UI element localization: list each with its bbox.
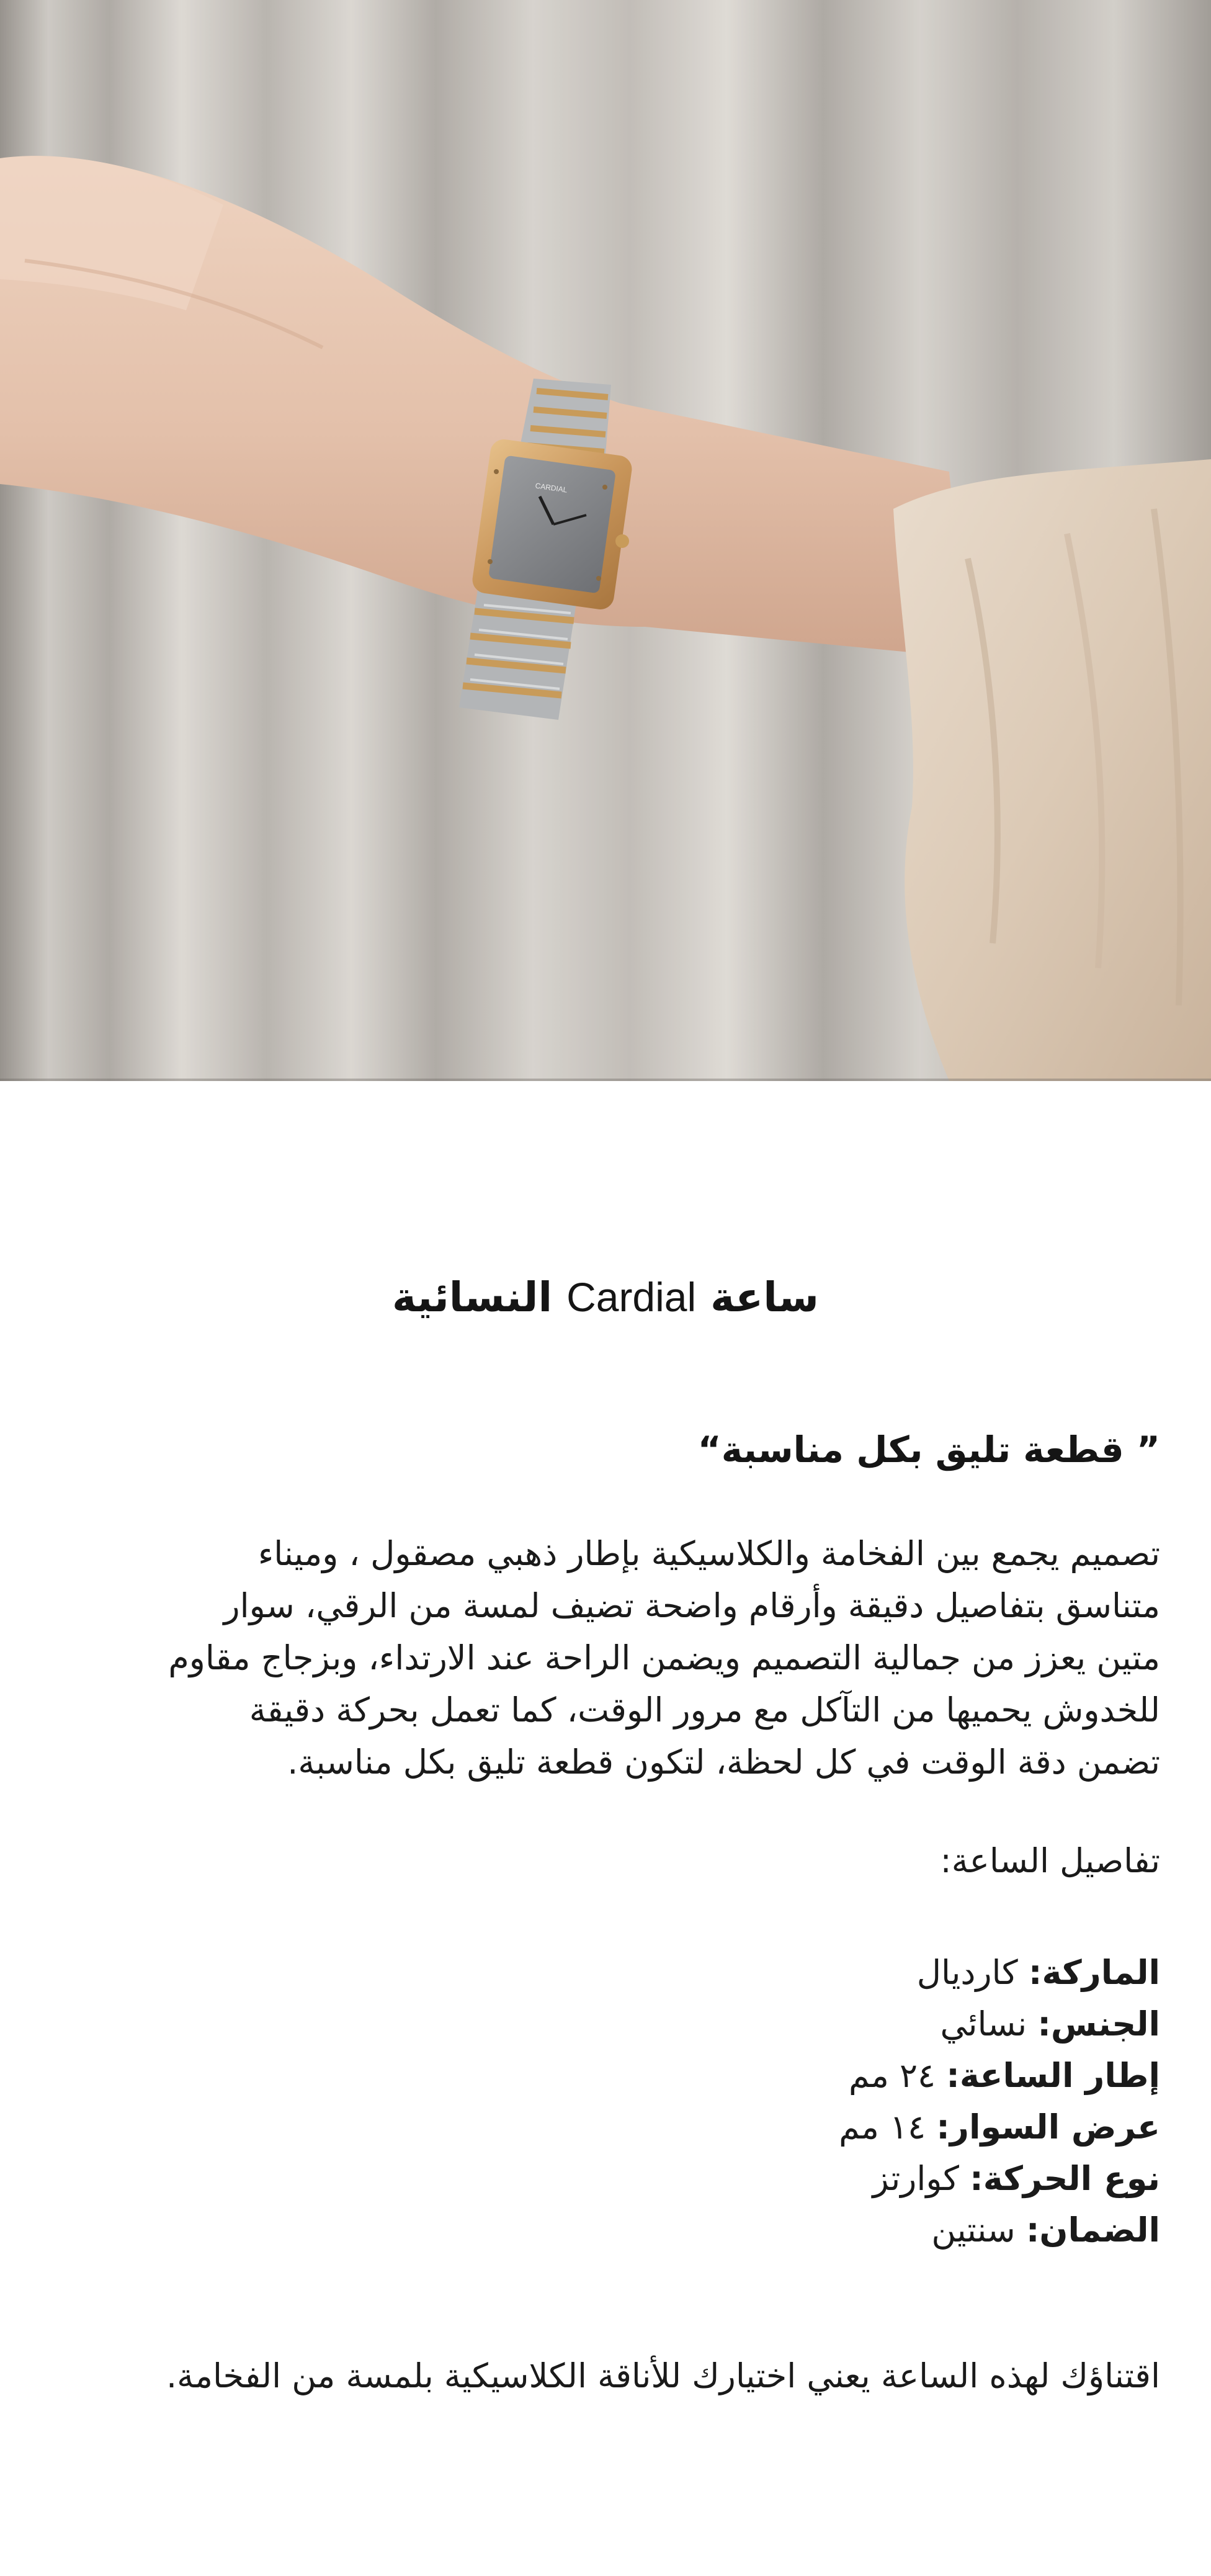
product-photo xyxy=(0,0,1211,1081)
spec-label: عرض السوار: xyxy=(936,2107,1160,2147)
product-title xyxy=(0,1273,1211,1321)
spec-warranty xyxy=(839,2204,1160,2256)
description-line: متين يعزز من جمالية التصميم ويضمن الراحة عند الارتداء، وبزجاج مقاوم xyxy=(168,1638,1160,1677)
brand-name: Cardial xyxy=(566,1274,697,1320)
description-line: متناسق بتفاصيل دقيقة وأرقام واضحة تضيف لمسة من الرقي، سوار xyxy=(223,1586,1160,1625)
spec-brand xyxy=(839,1947,1160,1998)
spec-strap-width xyxy=(839,2101,1160,2153)
description-line: للخدوش يحميها من التآكل مع مرور الوقت، كما تعمل بحركة دقيقة xyxy=(249,1690,1160,1730)
details-heading: تفاصيل الساعة: xyxy=(940,1841,1160,1880)
spec-gender xyxy=(839,1998,1160,2050)
spec-value: ١٤ مم xyxy=(839,2107,926,2147)
title-prefix: ساعة xyxy=(710,1273,819,1321)
dial-brand-text: CARDIAL xyxy=(534,481,568,495)
product-description xyxy=(0,1081,1211,2576)
spec-label: إطار الساعة: xyxy=(946,2056,1160,2095)
sleeve xyxy=(893,459,1211,1081)
description-line: تضمن دقة الوقت في كل لحظة، لتكون قطعة تليق بكل مناسبة. xyxy=(287,1743,1160,1782)
spec-value: كوارتز xyxy=(872,2159,959,2198)
specs-list xyxy=(839,1947,1160,2256)
spec-value: ٢٤ مم xyxy=(849,2056,936,2095)
title-suffix: النسائية xyxy=(392,1273,553,1321)
spec-label: الجنس: xyxy=(1037,2004,1160,2044)
watch-case xyxy=(471,438,634,611)
spec-value: نسائي xyxy=(940,2004,1027,2044)
spec-value: سنتين xyxy=(931,2210,1016,2250)
spec-case-size xyxy=(839,2050,1160,2101)
spec-label: الماركة: xyxy=(1028,1953,1160,1992)
spec-label: الضمان: xyxy=(1026,2210,1160,2250)
spec-value: كارديال xyxy=(916,1953,1018,1992)
description-paragraph xyxy=(43,1528,1160,1788)
tagline: ” قطعة تليق بكل مناسبة“ xyxy=(697,1429,1160,1471)
spec-movement xyxy=(839,2153,1160,2204)
closing-sentence: اقتناؤك لهذه الساعة يعني اختيارك للأناقة الكلاسيكية بلمسة من الفخامة. xyxy=(166,2356,1160,2395)
spec-label: نوع الحركة: xyxy=(970,2159,1160,2198)
description-line: تصميم يجمع بين الفخامة والكلاسيكية بإطار ذهبي مصقول ، وميناء xyxy=(257,1534,1160,1573)
